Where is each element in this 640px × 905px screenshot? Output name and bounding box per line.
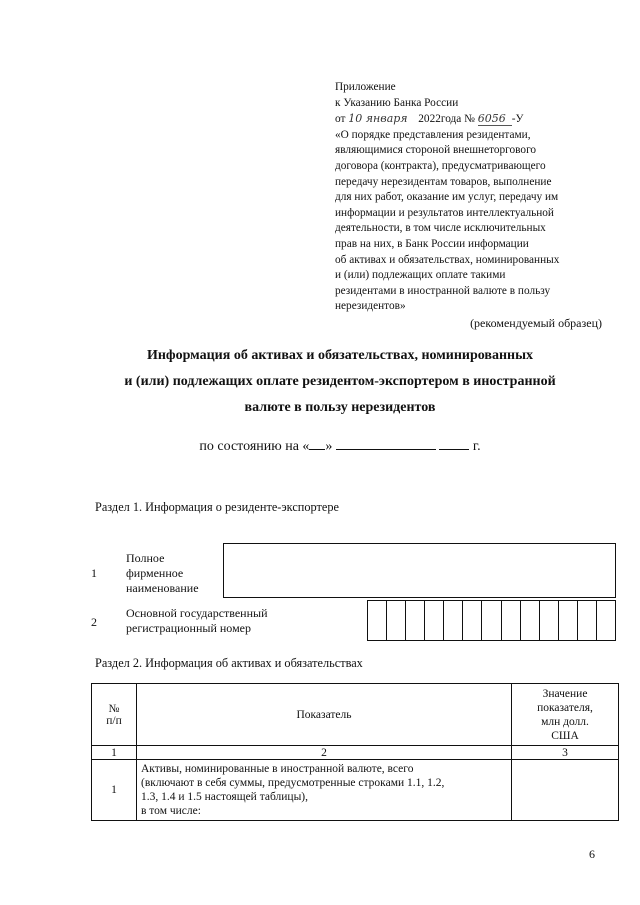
- section1-row-number: 2: [91, 615, 97, 629]
- ogrn-digit-cell[interactable]: [463, 601, 482, 640]
- ogrn-digit-cell[interactable]: [368, 601, 387, 640]
- appendix-date-line: [335, 111, 605, 128]
- label-line: Полное: [126, 551, 165, 565]
- label-line: регистрационный номер: [126, 621, 251, 635]
- year-blank[interactable]: [439, 436, 469, 450]
- table-header-row: [92, 684, 619, 746]
- date-prefix: от: [335, 113, 346, 126]
- title-line: и (или) подлежащих оплате резидентом-экспортером в иностранной: [124, 374, 556, 389]
- label-line: Основной государственный: [126, 606, 268, 620]
- row-indicator: [137, 760, 512, 821]
- section1-row-number: 1: [91, 566, 97, 580]
- ogrn-digit-cell[interactable]: [597, 601, 615, 640]
- table-row: [92, 760, 619, 821]
- ogrn-digit-cell[interactable]: [425, 601, 444, 640]
- appendix-line: Приложение: [335, 81, 396, 93]
- header-num: [92, 684, 137, 746]
- handwritten-date: 10 января: [348, 112, 408, 126]
- row-value-cell[interactable]: [512, 760, 619, 821]
- appendix-line: передачу нерезидентам товаров, выполнение: [335, 175, 552, 188]
- indicator-line: в том числе:: [141, 805, 201, 817]
- appendix-block: [335, 80, 605, 315]
- page-number: 6: [589, 847, 595, 861]
- ogrn-digit-cell[interactable]: [521, 601, 540, 640]
- header-value-line: США: [551, 729, 579, 742]
- section1-row-label: [126, 551, 199, 596]
- row-number: 1: [92, 760, 137, 821]
- header-indicator: Показатель: [137, 684, 512, 746]
- appendix-line: и (или) подлежащих оплате такими: [335, 269, 506, 282]
- appendix-line: прав на них, в Банк России информации: [335, 237, 529, 250]
- indicator-line: 1.3, 1.4 и 1.5 настоящей таблицы),: [141, 791, 309, 803]
- title-line: валюте в пользу нерезидентов: [244, 400, 436, 415]
- column-number-row: [92, 746, 619, 760]
- number-suffix: -У: [511, 113, 524, 126]
- column-number: 2: [137, 746, 512, 760]
- ogrn-digit-cell[interactable]: [559, 601, 578, 640]
- header-value: [512, 684, 619, 746]
- ogrn-digit-cell[interactable]: [502, 601, 521, 640]
- ogrn-digit-cell[interactable]: [540, 601, 559, 640]
- ogrn-digit-cell[interactable]: [444, 601, 463, 640]
- ogrn-digit-cells[interactable]: [367, 600, 616, 641]
- as-of-mid: »: [325, 439, 333, 454]
- header-num-line: №: [108, 702, 120, 715]
- appendix-line: резидентами в иностранной валюте в пользу: [335, 284, 551, 297]
- month-blank[interactable]: [336, 436, 436, 450]
- appendix-line: деятельности, в том числе исключительных: [335, 222, 546, 235]
- appendix-line: к Указанию Банка России: [335, 96, 459, 109]
- appendix-line: договора (контракта), предусматривающего: [335, 159, 546, 172]
- day-blank[interactable]: [309, 436, 325, 450]
- header-value-line: показателя,: [537, 701, 593, 714]
- section1-row-label: [126, 606, 268, 636]
- label-line: наименование: [126, 581, 199, 595]
- ogrn-digit-cell[interactable]: [387, 601, 406, 640]
- ogrn-digit-cell[interactable]: [578, 601, 597, 640]
- appendix-line: информации и результатов интеллектуальной: [335, 206, 554, 219]
- ogrn-digit-cell[interactable]: [482, 601, 501, 640]
- section2-title: Раздел 2. Информация об активах и обязательствах: [95, 656, 363, 670]
- recommended-sample-label: (рекомендуемый образец): [470, 316, 602, 330]
- column-number: 1: [92, 746, 137, 760]
- company-name-field[interactable]: [223, 543, 616, 598]
- appendix-line: для них работ, оказание им услуг, передачу им: [335, 191, 559, 204]
- label-line: фирменное: [126, 566, 184, 580]
- appendix-line: «О порядке представления резидентами,: [335, 128, 531, 141]
- assets-table: [91, 683, 619, 821]
- section1-title: Раздел 1. Информация о резиденте-экспортере: [95, 500, 339, 514]
- as-of-date-line: [60, 436, 620, 455]
- appendix-line: нерезидентов»: [335, 300, 406, 313]
- ogrn-digit-cell[interactable]: [406, 601, 425, 640]
- year-text: 2022года №: [418, 113, 475, 126]
- as-of-prefix: по состоянию на «: [199, 439, 310, 454]
- indicator-line: (включают в себя суммы, предусмотренные строками 1.1, 1.2,: [141, 777, 445, 789]
- as-of-suffix: г.: [472, 439, 481, 454]
- header-num-line: п/п: [106, 714, 122, 727]
- header-value-line: Значение: [542, 687, 588, 700]
- indicator-line: Активы, номинированные в иностранной валюте, всего: [141, 763, 414, 775]
- header-value-line: млн долл.: [541, 715, 589, 728]
- appendix-line: являющимися стороной внешнеторгового: [335, 144, 537, 157]
- document-title: [60, 343, 620, 421]
- handwritten-number: 6056: [478, 113, 512, 126]
- appendix-line: об активах и обязательствах, номинированных: [335, 253, 560, 266]
- column-number: 3: [512, 746, 619, 760]
- title-line: Информация об активах и обязательствах, номинированных: [146, 348, 534, 363]
